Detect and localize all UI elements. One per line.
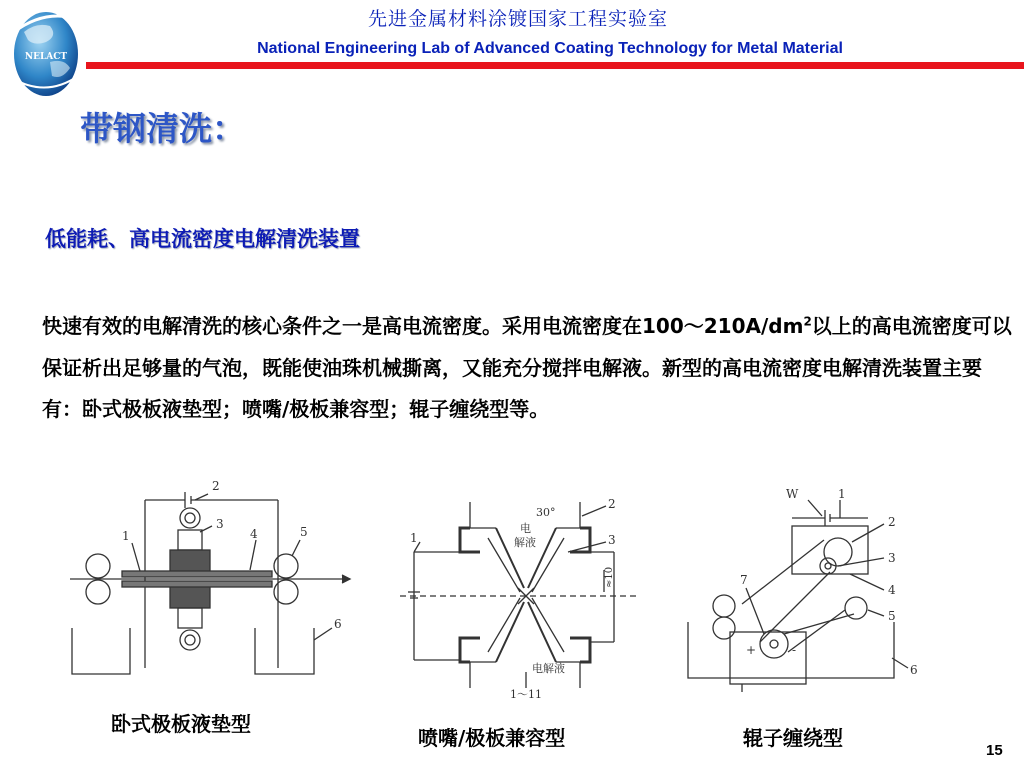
header-divider [86, 62, 1024, 69]
fig3-label-3: 3 [888, 551, 896, 565]
fig1-label-2: 2 [212, 479, 220, 493]
page-number: 15 [986, 742, 1003, 759]
caption-nozzle-plate: 喷嘴/极板兼容型 [418, 726, 566, 750]
fig2-label-electrolyte-bottom: 电解液 [532, 662, 565, 675]
fig2-label-electrolyte-top: 解液 [514, 536, 536, 549]
fig3-label-minus: - [792, 643, 797, 657]
figure-horizontal-plate [60, 478, 360, 708]
fig1-label-4: 4 [250, 527, 258, 541]
fig2-label-1: 1 [410, 531, 418, 545]
fig2-label-angle: 30° [536, 506, 556, 519]
lab-name-chinese: 先进金属材料涂镀国家工程实验室 [367, 8, 668, 30]
fig1-label-6: 6 [334, 617, 342, 631]
caption-roller-wrap: 辊子缠绕型 [743, 726, 843, 750]
fig3-label-w: W [786, 487, 799, 501]
body-paragraph [42, 306, 1014, 431]
body-text-part2: 以上的高电流密度可以保证析出足够量的气泡，既能使油珠机械撕离，又能充分搅拌电解液。新型的高电流密度电解清洗装置主要有：卧式极板液垫型；喷嘴/极板兼容型；辊子缠绕型等。 [42, 314, 1012, 421]
fig3-label-plus: + [746, 643, 757, 657]
fig1-label-3: 3 [216, 517, 224, 531]
lab-name-english: National Engineering Lab of Advanced Coating Technology for Metal Material [257, 40, 843, 57]
fig2-label-3: 3 [608, 533, 616, 547]
fig3-label-4: 4 [888, 583, 896, 597]
fig2-label-2: 2 [608, 497, 616, 511]
figure-roller-wrap [680, 482, 940, 697]
lab-logo [6, 2, 86, 100]
fig1-label-5: 5 [300, 525, 308, 539]
slide-title: 带钢清洗： [80, 109, 245, 148]
figure-nozzle-plate [400, 492, 640, 702]
fig3-label-6: 6 [910, 663, 918, 677]
caption-horizontal-plate: 卧式极板液垫型 [111, 712, 251, 736]
body-text-part1: 快速有效的电解清洗的核心条件之一是高电流密度。采用电流密度在100～210A/dm [42, 314, 804, 338]
body-superscript: 2 [803, 314, 812, 329]
fig3-label-1: 1 [838, 487, 846, 501]
fig3-label-5: 5 [888, 609, 896, 623]
fig2-label-range: 1～11 [510, 688, 542, 701]
slide-subtitle: 低能耗、高电流密度电解清洗装置 [45, 227, 360, 251]
fig3-label-7: 7 [740, 573, 748, 587]
fig1-label-1: 1 [122, 529, 130, 543]
fig2-label-elec: 电 [520, 522, 531, 535]
fig2-label-gap: ≈10 [604, 566, 615, 588]
fig3-label-2: 2 [888, 515, 896, 529]
svg-text:NELACT: NELACT [24, 52, 68, 62]
